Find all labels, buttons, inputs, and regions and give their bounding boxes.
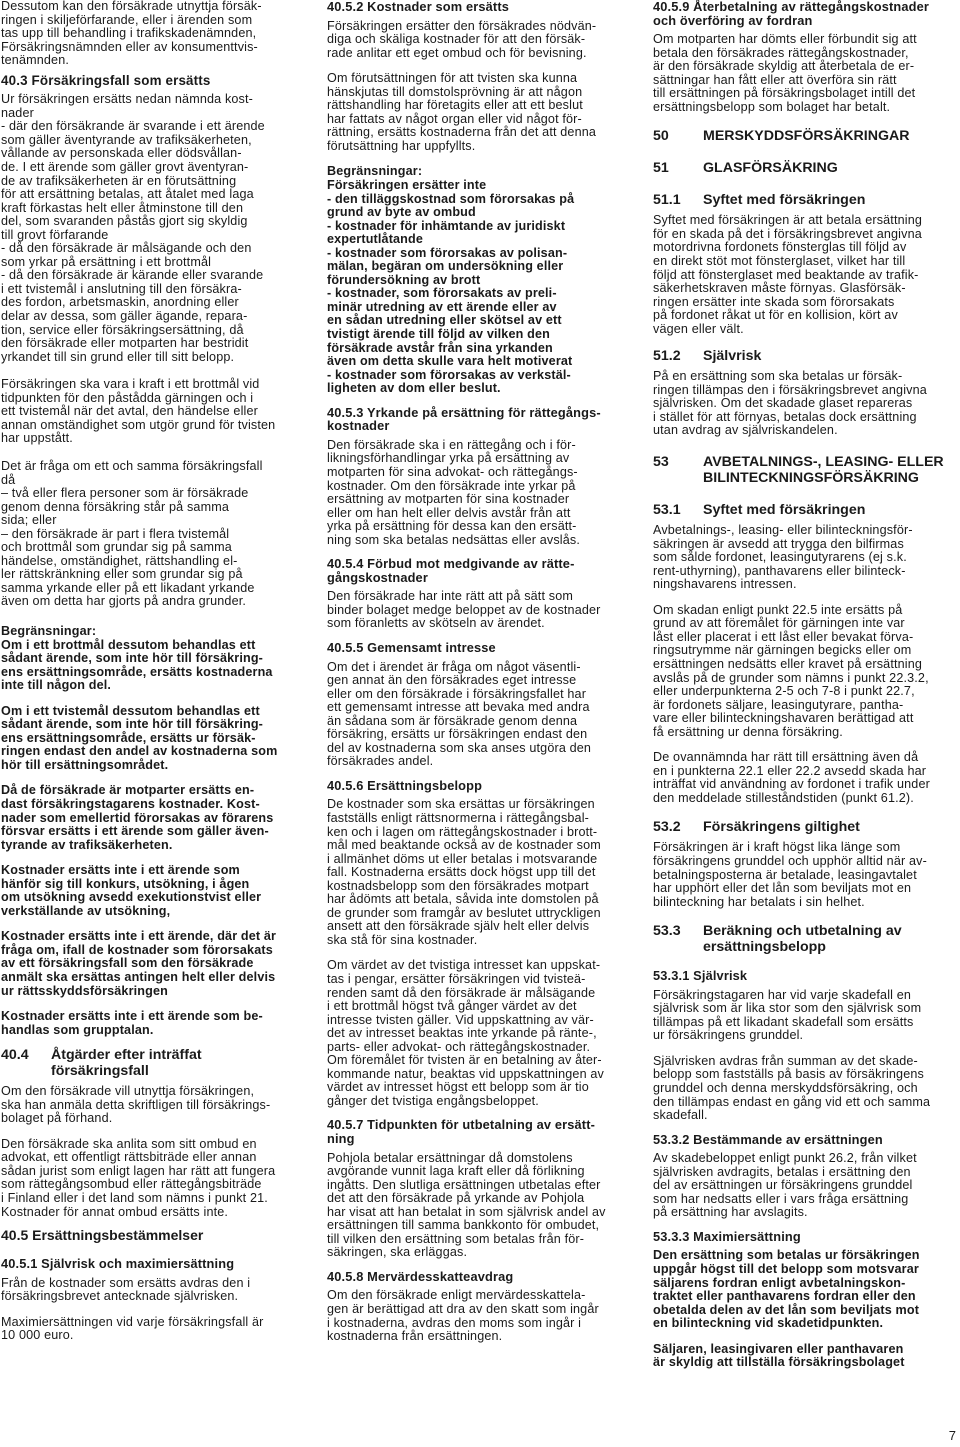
section-number: 40.4 <box>1 1047 29 1064</box>
section-title: Syftet med försäkringen <box>703 502 866 519</box>
paragraph: Försäkringstagaren har vid varje skadefall en självrisk som är lika stor som den självrisk som tillämpas på ett likadant skadefall som ersätts ur försäkringens grunddel. <box>653 987 922 1043</box>
subsection-heading: 40.5.1 Självrisk och maximiersättning <box>1 1256 235 1272</box>
column-right <box>653 0 959 1370</box>
paragraph: Syftet med försäkringen är att betala ersättning för en skada på det i försäkringsbrevet angivna motordrivna fordonets fönsterglas till följd av en direkt stöt mot fönsterglaset, vilket har till följd att fönsterglaset med beaktande av trafik- säkerhetskraven måste förnyas. Glasförsäk- ringen ersätter inte skada som förorsakats på fordonet råkat ut för en kollision, kört av vägen eller vält. <box>653 213 923 336</box>
section-heading-50 <box>653 128 959 144</box>
subsection-heading: 40.5.4 Förbud mot medgivande av rätte- gångskostnader <box>327 556 575 585</box>
paragraph-bold: Då de försäkrade är motparter ersätts en- dast försäkringstagarens kostnader. Kost- nader som emellertid förorsakas av förarens försvar ersätts i ett ärende som gäller även- tyrande av trafiksäkerheten. <box>1 783 274 852</box>
subsection-heading: 40.5.3 Yrkande på ersättning för rättegångs- kostnader <box>327 404 601 434</box>
section-number: 53.1 <box>653 502 681 519</box>
paragraph: Den försäkrade ska anlita som sitt ombud en advokat, ett offentligt rättsbiträde eller annan sådan jurist som enligt lagen har rätt att fungera som rättegångsombud eller rättegångsbiträde i Finland eller i det land som nämns i punkt 21. Kostnader för annat ombud ersätts inte. <box>1 1136 276 1219</box>
paragraph: Det är fråga om ett och samma försäkringsfall då – två eller flera personer som är försäkrade genom denna försäkring står på samma sida; eller – den försäkrade är part i flera tvistemål och brottmål som grundar sig på samma händelse, omständighet, rättshandling el- ler rättskränkning eller som grundar sig på samma yrkande eller på ett likadant yrkande även om detta har gjorts på andra grunder. <box>1 458 263 609</box>
section-title: Beräkning och utbetalning av ersättningsbelopp <box>703 923 902 956</box>
column-left <box>1 0 309 1343</box>
paragraph: Av skadebeloppet enligt punkt 26.2, från vilket självrisken avdragits, betalas i ersättning den del av ersättningen ur försäkringens grunddel som har nedsatts eller i vars fråga ersättning på ersättning har avslagits. <box>653 1151 917 1220</box>
paragraph-bold: Den ersättning som betalas ur försäkringen uppgår högst till det belopp som motsvarar säljarens fordran enligt avbetalningskon- traktet eller panthavarens fordran eller den obetalda delen av det lån som beviljats mot en bilinteckning vid skadetidpunkten. <box>653 1248 920 1331</box>
section-title: Försäkringens giltighet <box>703 819 860 836</box>
section-title: AVBETALNINGS-, LEASING- ELLER BILINTECKNINGSFÖRSÄKRING <box>703 454 944 487</box>
paragraph: Självrisken avdras från summan av det skade- belopp som fastställs på basis av försäkringens grunddel och denna merskyddsförsäkring, och den tillämpas endast en gång vid ett och samma skadefall. <box>653 1053 931 1123</box>
subsection-heading: 53.3.2 Bestämmande av ersättningen <box>653 1131 883 1147</box>
subsection-heading: 40.5.8 Mervärdesskatteavdrag <box>327 1268 514 1284</box>
section-number: 51.1 <box>653 192 681 209</box>
section-heading-53-1 <box>653 502 959 518</box>
column-middle <box>327 0 633 1344</box>
section-number: 53.3 <box>653 923 681 940</box>
paragraph: Om den försäkrade vill utnyttja försäkringen, ska han anmäla detta skriftligen till försäkrings- bolaget på förhand. <box>1 1084 271 1126</box>
paragraph: Om den försäkrade enligt mervärdesskattela- gen är berättigad att dra av den skatt som ingår i kostnaderna, avdras den moms som ingår i kostnaderna från ersättningen. <box>327 1288 599 1344</box>
paragraph: Ur försäkringen ersätts nedan nämnda kost- nader - där den försäkrande är svarande i ett ärende som gäller äventyrande av trafiksäkerheten, vållande av personskada eller dödsvållan- de. I ett ärende som gäller grovt äventyran- de av trafiksäkerheten är en förutsättning för att ersättning betalas, att åtalet med laga kraft förkastas helt eller åtminstone till den del, som svaranden påstås gjort sig skyldig till grovt förfarande - då den försäkrade är målsägande och den som yrkar på ersättning i ett brottmål - då den försäkrade är kärande eller svarande i ett tvistemål i anslutning till den försäkra- des fordon, arbetsmaskin, anordning eller delar av dessa, som gäller ägande, repara- tion, service eller försäkringsersättning, då den försäkrade eller motparten har bestridit yrkandet till sin grund eller till sitt belopp. <box>1 92 265 364</box>
section-number: 51.2 <box>653 348 681 365</box>
section-heading-51-2 <box>653 348 959 364</box>
paragraph-bold: Kostnader ersätts inte i ett ärende som be- handlas som grupptalan. <box>1 1009 263 1037</box>
section-title: GLASFÖRSÄKRING <box>703 160 838 177</box>
section-heading-51-1 <box>653 192 959 208</box>
subsection-heading: 53.3.1 Självrisk <box>653 968 748 984</box>
section-title: Åtgärder efter inträffat försäkringsfall <box>51 1047 202 1080</box>
paragraph-bold: Kostnader ersätts inte i ett ärende som hänför sig till konkurs, utsökning, i ågen om utsökning avsedd exekutionstvist eller verkställande av utsökning, <box>1 863 262 918</box>
paragraph-bold: Om i ett tvistemål dessutom behandlas ett sådant ärende, som inte hör till försäkring- ens ersättningsområde, ersätts ur försäk- ringen endast den andel av kostnaderna som hör till ersättningsområdet. <box>1 703 278 772</box>
paragraph: Försäkringen är i kraft högst lika länge som försäkringens grunddel och upphör alltid när av- betalningsposterna är betalade, leasingavtalet har upphört eller det lån som beviljats mot en bilinteckning har betalats i sin helhet. <box>653 840 927 909</box>
paragraph: Försäkringen ska vara i kraft i ett brottmål vid tidpunkten för den påstådda gärningen och i ett tvistemål när det avtal, den händelse eller annan omständighet som utgör grund för tvisten har uppstått. <box>1 377 276 446</box>
section-heading-40-4 <box>1 1047 309 1079</box>
section-heading-40-3: 40.3 Försäkringsfall som ersätts <box>1 72 211 88</box>
paragraph: Om förutsättningen för att tvisten ska kunna hänskjutas till domstolsprövning är att någon rättshandling har företagits eller att ett beslut har fattats av något organ eller vid något för- rättning, ersätts kostnaderna från det att denna förutsättning har uppfyllts. <box>327 71 597 153</box>
paragraph-bold: Säljaren, leasingivaren eller panthavaren är skyldig att tillställa försäkringsbolaget <box>653 1341 905 1370</box>
paragraph: Maximiersättningen vid varje försäkringsfall är 10 000 euro. <box>1 1314 264 1343</box>
paragraph: Den försäkrade ska i en rättegång och i för- likningsförhandlingar yrka på ersättning av motparten för sina advokat- och rättegångs- kostnader. Om den försäkrade inte yrkar på ersättning av motparten för sina kostnader eller om han helt eller delvis avstår från att yrka på ersättning för dessa kan den ersätt- ning som ska betalas nedsättas eller avslås. <box>327 437 581 547</box>
subsection-heading: 53.3.3 Maximiersättning <box>653 1228 801 1244</box>
section-title: MERSKYDDSFÖRSÄKRINGAR <box>703 128 910 145</box>
paragraph: De ovannämnda har rätt till ersättning även då en i punkterna 22.1 eller 22.2 avsedd skada har inträffat vid användning av fordonet i trafik under den meddelade stilleståndstiden (punkt 61.2). <box>653 750 930 805</box>
paragraph: Från de kostnader som ersätts avdras den i försäkringsbrevet antecknade självrisken. <box>1 1275 251 1304</box>
paragraph: Om motparten har dömts eller förbundit sig att betala den försäkrades rättegångskostnader, är den försäkrade skyldig att återbetala de er- sättningar han fått eller att överföra sin rätt till ersättningen på försäkringsbolaget intill det ersättningsbelopp som bolaget har betalt. <box>653 32 917 114</box>
paragraph: Pohjola betalar ersättningar då domstolens avgörande vunnit laga kraft eller då förlikning ingåtts. Den slutliga ersättningen utbetalas efter det att den försäkrade på yrkande av Pohjola har visat att han betalat in som självrisk andel av ersättningen till samma bankkonto för ombudet, till vilken den ersättning som betalas från för- säkringen, ska erläggas. <box>327 1150 606 1260</box>
subsection-heading: 40.5.5 Gemensamt intresse <box>327 639 496 655</box>
paragraph: På en ersättning som ska betalas ur försäk- ringen tillämpas den i försäkringsbrevet angivna självrisken. Om det skadade glaset repareras i stället för att förnyas, betalas dock ersättning utan avdrag av självriskandelen. <box>653 369 927 438</box>
section-heading-53 <box>653 454 959 486</box>
paragraph: Dessutom kan den försäkrade utnyttja försäk- ringen i skiljeförfarande, eller i ärenden som tas upp till behandling i trafikskadenämnden, Försäkringsnämnden eller av konsumenttvis- tenämnden. <box>1 0 262 68</box>
paragraph: Om det i ärendet är fråga om något väsentli- gen annat än den försäkrades eget intresse eller om den försäkrade i försäkringsfallet har ett gemensamt intresse att bevaka med andra än sådana som är försäkrade genom denna försäkring, ersätts ur försäkringen endast den del av kostnaderna som ska anses utgöra den försäkrades andel. <box>327 659 592 769</box>
subsection-heading: 40.5.7 Tidpunkten för utbetalning av ersätt- ning <box>327 1117 596 1147</box>
paragraph: Om värdet av det tvistiga intresset kan uppskat- tas i pengar, ersätter försäkringen vid tvisteä- renden samt då den försäkrade är målsägande i ett brottmål högst två gånger värdet av det intresse tvisten gäller. Vid uppskattning av vär- det av intresset beaktas inte yrkande på ränte-, parts- eller advokat- och rättegångskostnader. Om föremålet för tvisten är en betalning av åter- kommande natur, beaktas vid uppskattningen av värdet av intresset högst ett belopp som är tio gånger det tvistiga engångsbeloppet. <box>327 958 604 1108</box>
section-number: 51 <box>653 160 669 177</box>
section-heading-53-2 <box>653 819 959 835</box>
limitations-paragraph: Begränsningar: Om i ett brottmål dessutom behandlas ett sådant ärende, som inte hör till försäkring- ens ersättningsområde, ersätts kostnaderna inte till någon del. <box>1 623 273 693</box>
section-number: 50 <box>653 128 669 145</box>
page-number: 7 <box>948 1428 956 1443</box>
paragraph: Försäkringen ersätter den försäkrades nödvän- diga och skäliga kostnader för att den försäk- rade anlitar ett eget ombud och för bevisning. <box>327 18 597 60</box>
section-title: Syftet med försäkringen <box>703 192 866 209</box>
section-number: 53 <box>653 454 669 471</box>
paragraph: Om skadan enligt punkt 22.5 inte ersätts på grund av att föremålet för gärningen inte var låst eller placerat i ett låst eller bevakat förva- ringsutrymme när gärningen begicks eller om ersättningen nedsätts eller kravet på ersättning avslås på de grunder som nämns i punkt 22.3.2, eller underpunkterna 2-5 och 7-8 i punkt 22.7, är fordonets säljare, leasingutyrare, pantha- vare eller bilinteckningshavaren berättigad att få ersättning ur denna försäkring. <box>653 602 929 739</box>
subsection-heading: 40.5.2 Kostnader som ersätts <box>327 0 510 14</box>
section-heading-40-5: 40.5 Ersättningsbestämmelser <box>1 1227 204 1244</box>
paragraph: Avbetalnings-, leasing- eller bilinteckningsför- säkringen är avsedd att trygga den bilfirmas som sålde fordonet, leasingutyrarens (ej s.k. rent-uthyrning), panthavarens eller bilinteck- ningshavarens intressen. <box>653 523 913 592</box>
subsection-heading: 40.5.9 Återbetalning av rättegångskostnader och överföring av fordran <box>653 0 929 28</box>
subsection-heading: 40.5.6 Ersättningsbelopp <box>327 777 483 793</box>
paragraph: Den försäkrade har inte rätt att på sätt som binder bolaget medge beloppet av de kostnader som föranletts av skötseln av ärendet. <box>327 589 601 631</box>
section-heading-51 <box>653 160 959 176</box>
limitations-paragraph: Begränsningar: Försäkringen ersätter inte - den tilläggskostnad som förorsakas på grund av byte av ombud - kostnader för inhämtande av juridiskt expertutlåtande - kostnader som förorsakas av polisan- mälan, begäran om undersökning eller förundersökning av brott - kostnader, som förorsakats av preli- minär utredning av ett ärende eller av en sådan utredning eller skötsel av ett tvistigt ärende till följd av vilken den försäkrade avstår från sina yrkanden även om detta skulle vara helt motiverat - kostnader som förorsakas av verkstäl- ligheten av dom eller beslut. <box>327 164 575 396</box>
section-title: Självrisk <box>703 348 762 365</box>
section-heading-53-3 <box>653 923 959 955</box>
section-number: 53.2 <box>653 819 681 836</box>
paragraph: De kostnader som ska ersättas ur försäkringen fastställs enligt rättsnormerna i rättegångsbal- ken och i lagen om rättegångskostnader i brott- mål med beaktande också av de kostnader som i allmänhet döms ut eller betalas i motsvarande fall. Kostnaderna ersätts dock högst upp till det kostnadsbelopp som den försäkrades motpart har ådömts att betala, såvida inte domstolen på de grunder som framgår av beslutet uttryckligen ansett att den försäkrade själv helt eller delvis ska stå för sina kostnader. <box>327 797 601 947</box>
paragraph-bold: Kostnader ersätts inte i ett ärende, där det är fråga om, ifall de kostnader som förorsakats av ett försäkringsfall som den försäkrade anmält ska ersättas antingen helt eller delvis ur rättsskyddsförsäkringen <box>1 929 277 998</box>
